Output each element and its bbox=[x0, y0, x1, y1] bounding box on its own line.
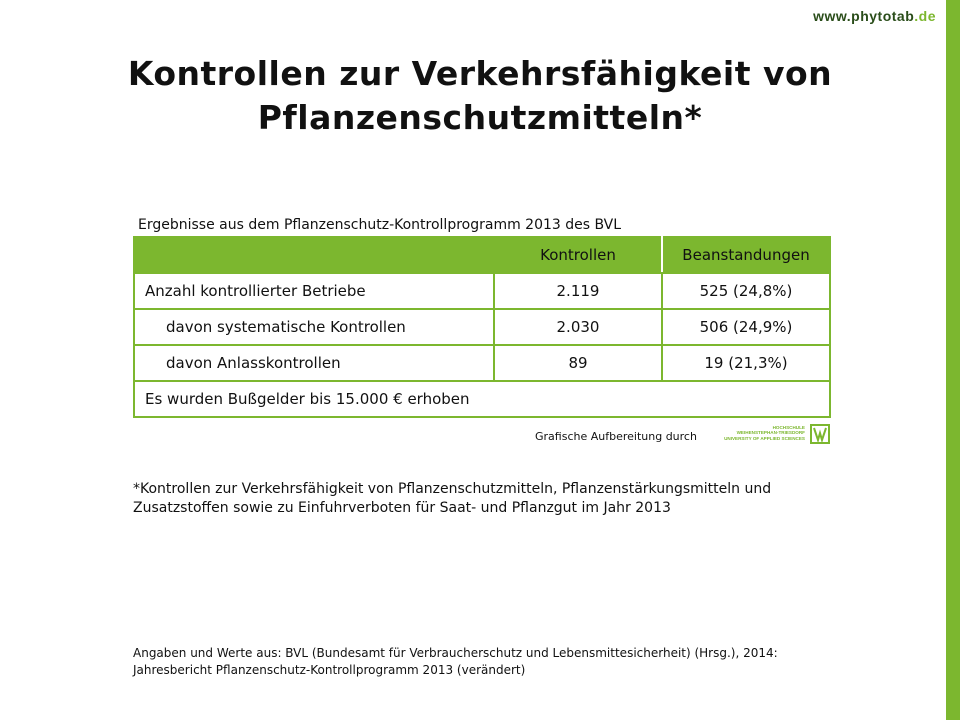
footnote: *Kontrollen zur Verkehrsfähigkeit von Pflanzenschutzmitteln, Pflanzenstärkungsmitteln und Zusatzstoffen sowie zu Einfuhrverboten für Saat- und Pflanzgut im Jahr 2013 bbox=[133, 481, 772, 516]
table-header-row bbox=[134, 237, 830, 273]
table-row bbox=[134, 309, 830, 345]
table-summary-row bbox=[134, 381, 830, 417]
results-table bbox=[133, 236, 831, 418]
row-beanstandungen: 19 (21,3%) bbox=[662, 345, 830, 381]
row-kontrollen: 2.030 bbox=[494, 309, 662, 345]
logo-text bbox=[713, 425, 805, 441]
summary-cell: Es wurden Bußgelder bis 15.000 € erhoben bbox=[134, 381, 830, 417]
row-beanstandungen: 525 (24,8%) bbox=[662, 273, 830, 309]
row-label: davon Anlasskontrollen bbox=[134, 345, 494, 381]
hswt-logo-icon bbox=[810, 424, 830, 444]
row-label: Anzahl kontrollierter Betriebe bbox=[134, 273, 494, 309]
site-url-prefix: www. bbox=[813, 8, 852, 24]
page-title-line1: Kontrollen zur Verkehrsfähigkeit von bbox=[127, 54, 833, 93]
table-caption: Ergebnisse aus dem Pflanzenschutz-Kontrollprogramm 2013 des BVL bbox=[138, 217, 622, 233]
hswt-logo[interactable] bbox=[713, 424, 831, 446]
header-cell-kontrollen: Kontrollen bbox=[494, 237, 662, 273]
row-label: davon systematische Kontrollen bbox=[134, 309, 494, 345]
header-cell-label bbox=[134, 237, 494, 273]
site-url-name: phytotab bbox=[851, 8, 915, 24]
logo-line2: WEIHENSTEPHAN-TRIESDORF bbox=[736, 430, 805, 436]
source-line1: Angaben und Werte aus: BVL (Bundesamt für Verbraucherschutz und Lebensmittesicherheit) (Hrsg.), 2014: bbox=[133, 646, 778, 660]
source-citation bbox=[133, 645, 843, 679]
logo-line1: HOCHSCHULE bbox=[772, 425, 805, 430]
logo-line3: UNIVERSITY OF APPLIED SCIENCES bbox=[724, 435, 805, 441]
table-row bbox=[134, 273, 830, 309]
page-title bbox=[0, 52, 960, 140]
row-kontrollen: 89 bbox=[494, 345, 662, 381]
page-title-line2: Pflanzenschutzmitteln* bbox=[257, 98, 703, 137]
row-kontrollen: 2.119 bbox=[494, 273, 662, 309]
site-url[interactable] bbox=[813, 8, 936, 24]
header-cell-beanstandungen: Beanstandungen bbox=[662, 237, 830, 273]
source-line2: Jahresbericht Pflanzenschutz-Kontrollprogramm 2013 (verändert) bbox=[133, 663, 526, 677]
credit-text: Grafische Aufbereitung durch bbox=[535, 430, 697, 443]
site-url-suffix: .de bbox=[914, 8, 936, 24]
table-row bbox=[134, 345, 830, 381]
row-beanstandungen: 506 (24,9%) bbox=[662, 309, 830, 345]
